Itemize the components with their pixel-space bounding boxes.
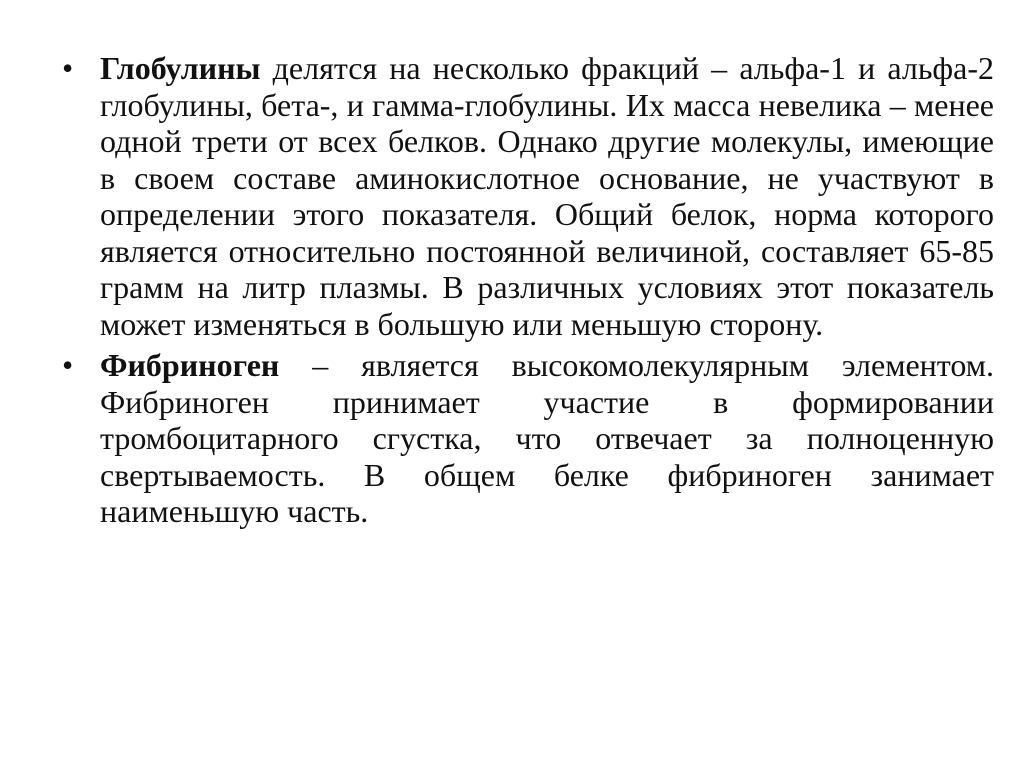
bullet-item-fibrinogen <box>62 347 994 530</box>
term-globulins: Глобулины <box>100 50 261 86</box>
text-globulins: делятся на несколько фракций – альфа-1 и альфа-2 глобулины, бета-, и гамма-глобулины. Их масса невелика – менее одной трети от всех белков. Однако другие молекулы, имеющие в своем составе аминокислотное основание, не участвуют в определении этого показателя. Общий белок, норма которого является относительно постоянной величиной, составляет 65-85 грамм на литр плазмы. В различных условиях этот показатель может изменяться в большую или меньшую сторону. <box>100 50 994 342</box>
bullet-icon: • <box>62 50 74 86</box>
text-fibrinogen: – является высокомолекулярным элементом. Фибриноген принимает участие в формировании тромбоцитарного сгустка, что отвечает за полноценную свертываемость. В общем белке фибриноген занимает наименьшую часть. <box>100 347 994 529</box>
bullet-item-globulins <box>62 50 994 342</box>
bullet-icon: • <box>62 347 74 383</box>
bullet-list <box>62 50 994 535</box>
term-fibrinogen: Фибриноген <box>100 347 280 383</box>
